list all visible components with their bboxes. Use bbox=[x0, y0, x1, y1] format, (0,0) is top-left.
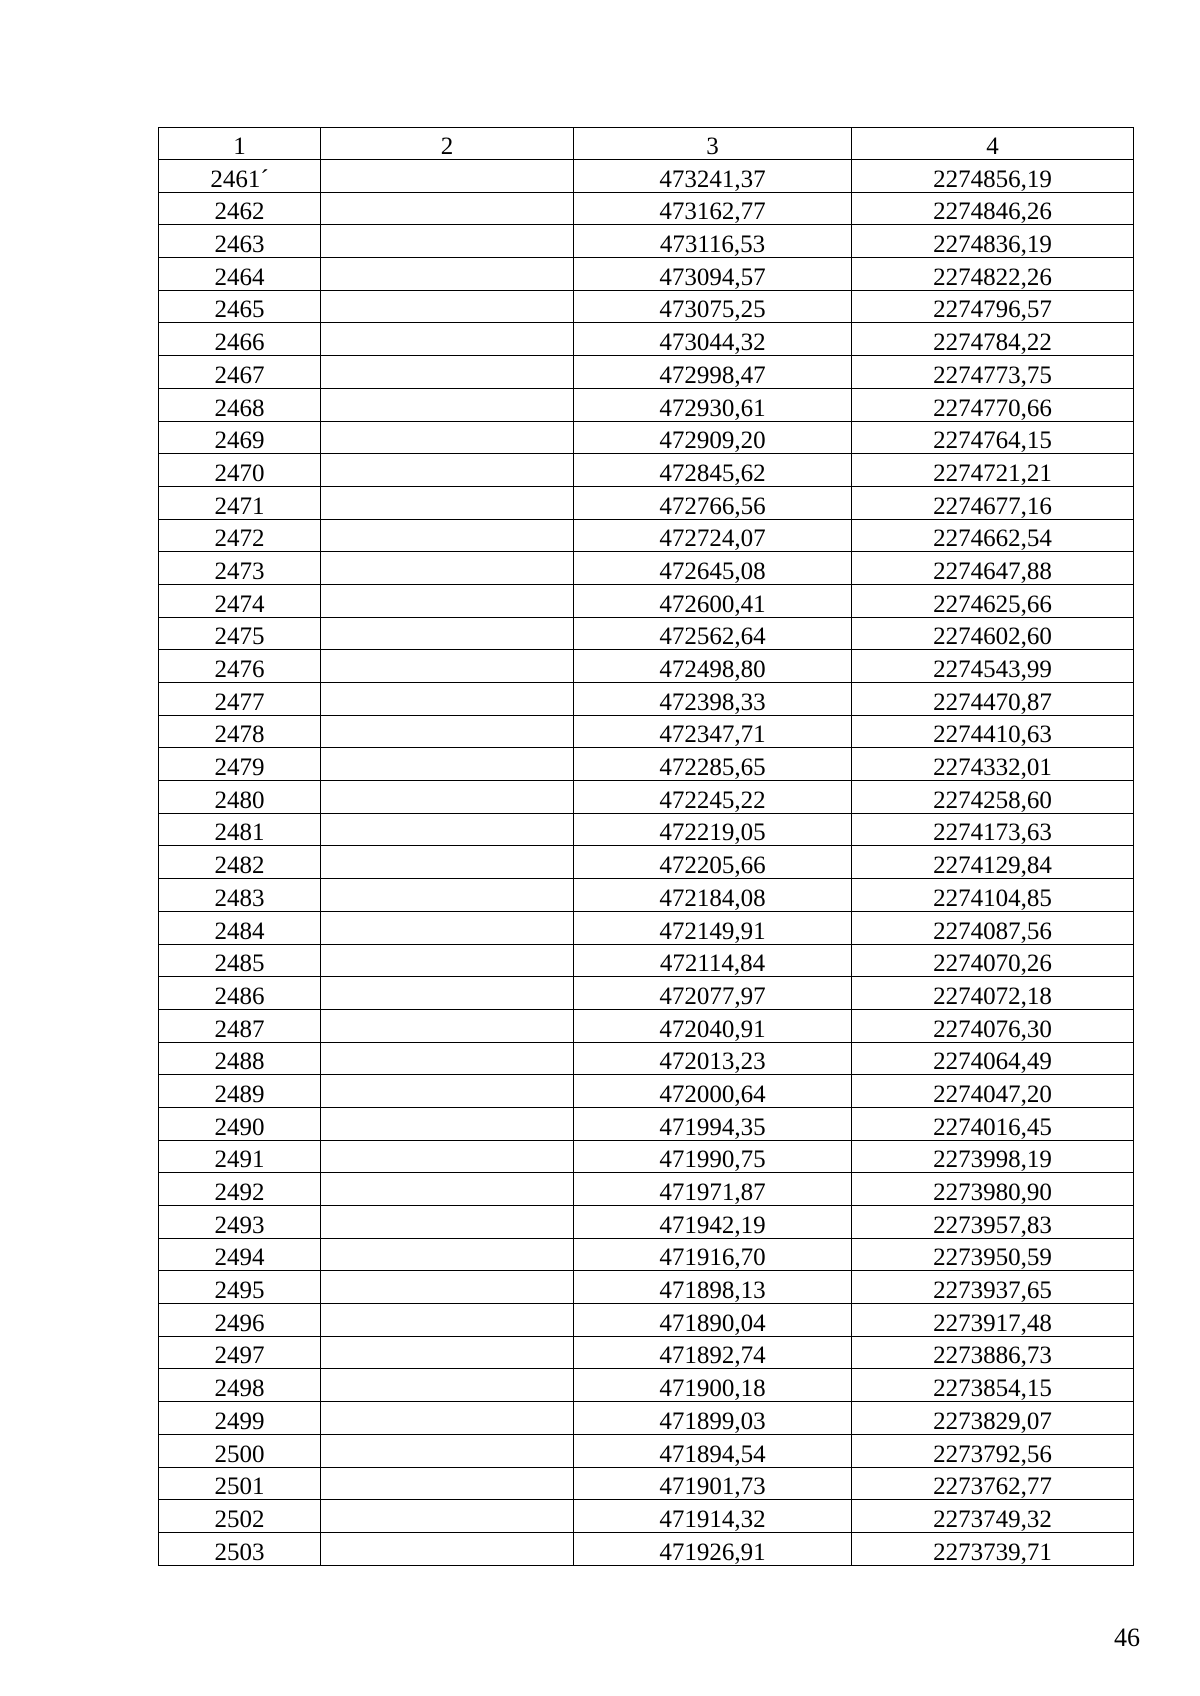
y-coordinate-cell: 2274677,16 bbox=[852, 486, 1134, 519]
x-coordinate-cell: 471898,13 bbox=[574, 1271, 852, 1304]
description-cell bbox=[321, 781, 574, 814]
table-row bbox=[159, 911, 1134, 944]
header-row bbox=[159, 128, 1134, 160]
y-coordinate-cell: 2274076,30 bbox=[852, 1009, 1134, 1042]
y-coordinate-cell: 2274258,60 bbox=[852, 781, 1134, 814]
table-row bbox=[159, 225, 1134, 258]
point-number-cell: 2466 bbox=[159, 323, 321, 356]
y-coordinate-cell: 2274773,75 bbox=[852, 356, 1134, 389]
table-row bbox=[159, 519, 1134, 552]
y-coordinate-cell: 2273739,71 bbox=[852, 1532, 1134, 1565]
description-cell bbox=[321, 1009, 574, 1042]
point-number-cell: 2467 bbox=[159, 356, 321, 389]
description-cell bbox=[321, 1336, 574, 1369]
point-number-cell: 2471 bbox=[159, 486, 321, 519]
description-cell bbox=[321, 258, 574, 291]
x-coordinate-cell: 472398,33 bbox=[574, 683, 852, 716]
description-cell bbox=[321, 225, 574, 258]
x-coordinate-cell: 473162,77 bbox=[574, 192, 852, 225]
description-cell bbox=[321, 617, 574, 650]
point-number-cell: 2498 bbox=[159, 1369, 321, 1402]
y-coordinate-cell: 2273957,83 bbox=[852, 1206, 1134, 1239]
table-row bbox=[159, 1042, 1134, 1075]
description-cell bbox=[321, 1271, 574, 1304]
point-number-cell: 2500 bbox=[159, 1434, 321, 1467]
point-number-cell: 2490 bbox=[159, 1107, 321, 1140]
description-cell bbox=[321, 519, 574, 552]
table-row bbox=[159, 1271, 1134, 1304]
y-coordinate-cell: 2274846,26 bbox=[852, 192, 1134, 225]
y-coordinate-cell: 2274836,19 bbox=[852, 225, 1134, 258]
table-row bbox=[159, 1206, 1134, 1239]
table-row bbox=[159, 1009, 1134, 1042]
y-coordinate-cell: 2274822,26 bbox=[852, 258, 1134, 291]
column-header-3: 3 bbox=[574, 128, 852, 160]
x-coordinate-cell: 471890,04 bbox=[574, 1304, 852, 1337]
y-coordinate-cell: 2274332,01 bbox=[852, 748, 1134, 781]
y-coordinate-cell: 2274104,85 bbox=[852, 879, 1134, 912]
table-row bbox=[159, 846, 1134, 879]
x-coordinate-cell: 472077,97 bbox=[574, 977, 852, 1010]
x-coordinate-cell: 471914,32 bbox=[574, 1500, 852, 1533]
description-cell bbox=[321, 879, 574, 912]
table-row bbox=[159, 781, 1134, 814]
table-row bbox=[159, 323, 1134, 356]
y-coordinate-cell: 2273854,15 bbox=[852, 1369, 1134, 1402]
description-cell bbox=[321, 552, 574, 585]
description-cell bbox=[321, 1304, 574, 1337]
y-coordinate-cell: 2273886,73 bbox=[852, 1336, 1134, 1369]
x-coordinate-cell: 471899,03 bbox=[574, 1402, 852, 1435]
point-number-cell: 2469 bbox=[159, 421, 321, 454]
description-cell bbox=[321, 650, 574, 683]
table-row bbox=[159, 421, 1134, 454]
y-coordinate-cell: 2273950,59 bbox=[852, 1238, 1134, 1271]
table-row bbox=[159, 356, 1134, 389]
x-coordinate-cell: 472930,61 bbox=[574, 388, 852, 421]
point-number-cell: 2474 bbox=[159, 584, 321, 617]
y-coordinate-cell: 2273749,32 bbox=[852, 1500, 1134, 1533]
coordinates-table bbox=[158, 127, 1134, 1566]
point-number-cell: 2464 bbox=[159, 258, 321, 291]
y-coordinate-cell: 2273980,90 bbox=[852, 1173, 1134, 1206]
table-body bbox=[159, 160, 1134, 1566]
x-coordinate-cell: 471942,19 bbox=[574, 1206, 852, 1239]
y-coordinate-cell: 2274625,66 bbox=[852, 584, 1134, 617]
description-cell bbox=[321, 1206, 574, 1239]
y-coordinate-cell: 2274647,88 bbox=[852, 552, 1134, 585]
point-number-cell: 2494 bbox=[159, 1238, 321, 1271]
x-coordinate-cell: 472645,08 bbox=[574, 552, 852, 585]
y-coordinate-cell: 2274129,84 bbox=[852, 846, 1134, 879]
point-number-cell: 2484 bbox=[159, 911, 321, 944]
x-coordinate-cell: 472184,08 bbox=[574, 879, 852, 912]
point-number-cell: 2481 bbox=[159, 813, 321, 846]
table-row bbox=[159, 650, 1134, 683]
x-coordinate-cell: 473075,25 bbox=[574, 290, 852, 323]
table-row bbox=[159, 1140, 1134, 1173]
table-row bbox=[159, 388, 1134, 421]
y-coordinate-cell: 2274796,57 bbox=[852, 290, 1134, 323]
point-number-cell: 2486 bbox=[159, 977, 321, 1010]
description-cell bbox=[321, 1500, 574, 1533]
description-cell bbox=[321, 944, 574, 977]
description-cell bbox=[321, 454, 574, 487]
point-number-cell: 2503 bbox=[159, 1532, 321, 1565]
x-coordinate-cell: 472600,41 bbox=[574, 584, 852, 617]
page-number: 46 bbox=[1114, 1623, 1140, 1652]
point-number-cell: 2473 bbox=[159, 552, 321, 585]
description-cell bbox=[321, 192, 574, 225]
description-cell bbox=[321, 1402, 574, 1435]
point-number-cell: 2470 bbox=[159, 454, 321, 487]
x-coordinate-cell: 471926,91 bbox=[574, 1532, 852, 1565]
table-row bbox=[159, 944, 1134, 977]
y-coordinate-cell: 2274856,19 bbox=[852, 160, 1134, 193]
description-cell bbox=[321, 1238, 574, 1271]
y-coordinate-cell: 2274764,15 bbox=[852, 421, 1134, 454]
point-number-cell: 2489 bbox=[159, 1075, 321, 1108]
x-coordinate-cell: 471971,87 bbox=[574, 1173, 852, 1206]
description-cell bbox=[321, 1075, 574, 1108]
y-coordinate-cell: 2274070,26 bbox=[852, 944, 1134, 977]
description-cell bbox=[321, 1467, 574, 1500]
y-coordinate-cell: 2273917,48 bbox=[852, 1304, 1134, 1337]
description-cell bbox=[321, 911, 574, 944]
y-coordinate-cell: 2273792,56 bbox=[852, 1434, 1134, 1467]
description-cell bbox=[321, 813, 574, 846]
point-number-cell: 2496 bbox=[159, 1304, 321, 1337]
table-row bbox=[159, 552, 1134, 585]
x-coordinate-cell: 471900,18 bbox=[574, 1369, 852, 1402]
point-number-cell: 2502 bbox=[159, 1500, 321, 1533]
x-coordinate-cell: 471916,70 bbox=[574, 1238, 852, 1271]
table-row bbox=[159, 160, 1134, 193]
description-cell bbox=[321, 486, 574, 519]
description-cell bbox=[321, 1107, 574, 1140]
table-row bbox=[159, 192, 1134, 225]
point-number-cell: 2483 bbox=[159, 879, 321, 912]
table-row bbox=[159, 1532, 1134, 1565]
y-coordinate-cell: 2274016,45 bbox=[852, 1107, 1134, 1140]
x-coordinate-cell: 472000,64 bbox=[574, 1075, 852, 1108]
column-header-1: 1 bbox=[159, 128, 321, 160]
x-coordinate-cell: 472114,84 bbox=[574, 944, 852, 977]
x-coordinate-cell: 472149,91 bbox=[574, 911, 852, 944]
point-number-cell: 2480 bbox=[159, 781, 321, 814]
point-number-cell: 2477 bbox=[159, 683, 321, 716]
description-cell bbox=[321, 1369, 574, 1402]
y-coordinate-cell: 2274087,56 bbox=[852, 911, 1134, 944]
x-coordinate-cell: 472040,91 bbox=[574, 1009, 852, 1042]
x-coordinate-cell: 472285,65 bbox=[574, 748, 852, 781]
x-coordinate-cell: 472766,56 bbox=[574, 486, 852, 519]
x-coordinate-cell: 471990,75 bbox=[574, 1140, 852, 1173]
table-row bbox=[159, 715, 1134, 748]
point-number-cell: 2468 bbox=[159, 388, 321, 421]
table-row bbox=[159, 1238, 1134, 1271]
description-cell bbox=[321, 748, 574, 781]
y-coordinate-cell: 2274470,87 bbox=[852, 683, 1134, 716]
description-cell bbox=[321, 1434, 574, 1467]
x-coordinate-cell: 473116,53 bbox=[574, 225, 852, 258]
point-number-cell: 2482 bbox=[159, 846, 321, 879]
description-cell bbox=[321, 715, 574, 748]
x-coordinate-cell: 472562,64 bbox=[574, 617, 852, 650]
x-coordinate-cell: 471894,54 bbox=[574, 1434, 852, 1467]
x-coordinate-cell: 472998,47 bbox=[574, 356, 852, 389]
y-coordinate-cell: 2274784,22 bbox=[852, 323, 1134, 356]
y-coordinate-cell: 2274410,63 bbox=[852, 715, 1134, 748]
x-coordinate-cell: 473044,32 bbox=[574, 323, 852, 356]
table-row bbox=[159, 748, 1134, 781]
x-coordinate-cell: 472498,80 bbox=[574, 650, 852, 683]
table-row bbox=[159, 1336, 1134, 1369]
table-row bbox=[159, 1467, 1134, 1500]
table-row bbox=[159, 486, 1134, 519]
point-number-cell: 2472 bbox=[159, 519, 321, 552]
x-coordinate-cell: 472013,23 bbox=[574, 1042, 852, 1075]
point-number-cell: 2479 bbox=[159, 748, 321, 781]
y-coordinate-cell: 2273998,19 bbox=[852, 1140, 1134, 1173]
y-coordinate-cell: 2273762,77 bbox=[852, 1467, 1134, 1500]
table-row bbox=[159, 290, 1134, 323]
x-coordinate-cell: 472724,07 bbox=[574, 519, 852, 552]
x-coordinate-cell: 471892,74 bbox=[574, 1336, 852, 1369]
point-number-cell: 2462 bbox=[159, 192, 321, 225]
description-cell bbox=[321, 1173, 574, 1206]
column-header-2: 2 bbox=[321, 128, 574, 160]
x-coordinate-cell: 472205,66 bbox=[574, 846, 852, 879]
point-number-cell: 2501 bbox=[159, 1467, 321, 1500]
point-number-cell: 2491 bbox=[159, 1140, 321, 1173]
y-coordinate-cell: 2274173,63 bbox=[852, 813, 1134, 846]
point-number-cell: 2478 bbox=[159, 715, 321, 748]
point-number-cell: 2493 bbox=[159, 1206, 321, 1239]
table-row bbox=[159, 1075, 1134, 1108]
table-row bbox=[159, 1402, 1134, 1435]
description-cell bbox=[321, 421, 574, 454]
description-cell bbox=[321, 584, 574, 617]
y-coordinate-cell: 2274072,18 bbox=[852, 977, 1134, 1010]
table-row bbox=[159, 454, 1134, 487]
y-coordinate-cell: 2273829,07 bbox=[852, 1402, 1134, 1435]
point-number-cell: 2492 bbox=[159, 1173, 321, 1206]
table-row bbox=[159, 1500, 1134, 1533]
x-coordinate-cell: 472245,22 bbox=[574, 781, 852, 814]
table-row bbox=[159, 683, 1134, 716]
x-coordinate-cell: 471901,73 bbox=[574, 1467, 852, 1500]
y-coordinate-cell: 2274770,66 bbox=[852, 388, 1134, 421]
point-number-cell: 2499 bbox=[159, 1402, 321, 1435]
point-number-cell: 2476 bbox=[159, 650, 321, 683]
table-row bbox=[159, 1434, 1134, 1467]
table-row bbox=[159, 1369, 1134, 1402]
table-row bbox=[159, 1304, 1134, 1337]
table-row bbox=[159, 879, 1134, 912]
description-cell bbox=[321, 160, 574, 193]
table-row bbox=[159, 1173, 1134, 1206]
table-row bbox=[159, 1107, 1134, 1140]
x-coordinate-cell: 472909,20 bbox=[574, 421, 852, 454]
y-coordinate-cell: 2273937,65 bbox=[852, 1271, 1134, 1304]
point-number-cell: 2465 bbox=[159, 290, 321, 323]
table-row bbox=[159, 813, 1134, 846]
description-cell bbox=[321, 356, 574, 389]
point-number-cell: 2488 bbox=[159, 1042, 321, 1075]
point-number-cell: 2485 bbox=[159, 944, 321, 977]
table-row bbox=[159, 617, 1134, 650]
description-cell bbox=[321, 323, 574, 356]
y-coordinate-cell: 2274543,99 bbox=[852, 650, 1134, 683]
table-header bbox=[159, 128, 1134, 160]
y-coordinate-cell: 2274047,20 bbox=[852, 1075, 1134, 1108]
description-cell bbox=[321, 846, 574, 879]
description-cell bbox=[321, 977, 574, 1010]
description-cell bbox=[321, 1042, 574, 1075]
point-number-cell: 2461´ bbox=[159, 160, 321, 193]
x-coordinate-cell: 472845,62 bbox=[574, 454, 852, 487]
table-row bbox=[159, 584, 1134, 617]
x-coordinate-cell: 472347,71 bbox=[574, 715, 852, 748]
description-cell bbox=[321, 1532, 574, 1565]
y-coordinate-cell: 2274662,54 bbox=[852, 519, 1134, 552]
y-coordinate-cell: 2274064,49 bbox=[852, 1042, 1134, 1075]
y-coordinate-cell: 2274721,21 bbox=[852, 454, 1134, 487]
x-coordinate-cell: 473241,37 bbox=[574, 160, 852, 193]
table-row bbox=[159, 977, 1134, 1010]
x-coordinate-cell: 472219,05 bbox=[574, 813, 852, 846]
point-number-cell: 2497 bbox=[159, 1336, 321, 1369]
point-number-cell: 2487 bbox=[159, 1009, 321, 1042]
description-cell bbox=[321, 290, 574, 323]
description-cell bbox=[321, 1140, 574, 1173]
x-coordinate-cell: 473094,57 bbox=[574, 258, 852, 291]
point-number-cell: 2475 bbox=[159, 617, 321, 650]
point-number-cell: 2463 bbox=[159, 225, 321, 258]
x-coordinate-cell: 471994,35 bbox=[574, 1107, 852, 1140]
description-cell bbox=[321, 388, 574, 421]
table-row bbox=[159, 258, 1134, 291]
column-header-4: 4 bbox=[852, 128, 1134, 160]
point-number-cell: 2495 bbox=[159, 1271, 321, 1304]
y-coordinate-cell: 2274602,60 bbox=[852, 617, 1134, 650]
description-cell bbox=[321, 683, 574, 716]
